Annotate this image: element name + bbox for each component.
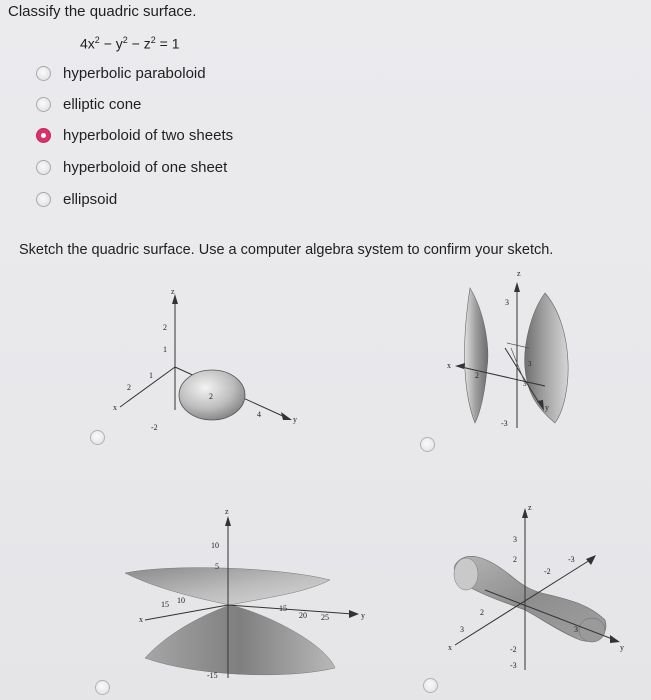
tick-label: -3 <box>501 419 508 428</box>
y-arrow-icon <box>610 635 620 643</box>
option-hyperboloid-two-sheets[interactable] <box>36 124 233 146</box>
tick-label: 10 <box>177 596 185 605</box>
eq-term-1: 4x <box>80 35 95 52</box>
eq-term-4: = 1 <box>155 35 180 52</box>
tick-label: 3 <box>505 298 509 307</box>
radio-hyperbolic-paraboloid[interactable] <box>36 66 51 81</box>
option-elliptic-cone[interactable] <box>36 93 141 115</box>
tick-label: -3 <box>510 661 517 670</box>
option-label: hyperbolic paraboloid <box>63 64 206 82</box>
graph-ellipsoid <box>105 282 315 442</box>
tick-label: -2 <box>544 567 551 576</box>
equation <box>80 35 180 52</box>
eq-exp-2: 2 <box>122 35 128 45</box>
tick-label: 15 <box>161 600 169 609</box>
eq-term-2: − y <box>99 35 123 52</box>
tick-label: 4 <box>257 410 261 419</box>
tick-label: 2 <box>513 555 517 564</box>
tick-label: 15 <box>279 604 287 613</box>
option-label: hyperboloid of one sheet <box>63 158 228 176</box>
radio-hyperboloid-two-sheets[interactable] <box>36 128 51 143</box>
y-axis-label: y <box>361 611 365 620</box>
x-arrow-icon <box>455 363 465 369</box>
right-opening <box>579 618 605 642</box>
tick-label: 5 <box>215 562 219 571</box>
tick-label: 2 <box>209 392 213 401</box>
option-hyperboloid-one-sheet[interactable] <box>36 156 227 178</box>
y-axis-label: y <box>620 643 624 652</box>
tick-label: 2 <box>480 608 484 617</box>
tick-label: 2 <box>163 323 167 332</box>
x-axis-label: x <box>113 403 117 412</box>
tick-label: 3 <box>523 380 527 388</box>
graph-one-sheet-radio[interactable] <box>423 678 438 693</box>
y-arrow-icon <box>349 610 359 618</box>
option-label: elliptic cone <box>63 95 142 113</box>
option-hyperbolic-paraboloid[interactable] <box>36 62 206 84</box>
radio-ellipsoid[interactable] <box>36 192 51 207</box>
tick-label: 2 <box>475 371 479 380</box>
z-axis-label: z <box>171 287 175 296</box>
eq-term-3: − z <box>127 35 151 52</box>
graph-one-sheet <box>440 500 630 680</box>
tick-label: 20 <box>299 611 307 620</box>
tick-label: 3 <box>460 625 464 634</box>
y-axis-label: y <box>293 415 297 424</box>
left-opening <box>454 558 478 590</box>
x-axis-label: x <box>447 361 451 370</box>
left-sheet-surface <box>465 288 488 423</box>
tick-label: -2 <box>510 645 517 654</box>
tick-label: 25 <box>321 613 329 622</box>
option-label: ellipsoid <box>63 190 118 208</box>
tick-label: 10 <box>211 541 219 550</box>
question-title: Classify the quadric surface. <box>8 3 197 20</box>
z-axis-label: z <box>528 503 532 512</box>
option-ellipsoid[interactable] <box>36 188 117 210</box>
tick-label: 3 <box>513 535 517 544</box>
graph-ellipsoid-radio[interactable] <box>90 430 105 445</box>
radio-hyperboloid-one-sheet[interactable] <box>36 160 51 175</box>
z-axis-label: z <box>225 507 229 516</box>
tick-label: -15 <box>207 671 218 680</box>
eq-exp-3: 2 <box>150 35 156 45</box>
z-arrow-icon <box>225 516 231 526</box>
graph-two-sheets <box>445 268 585 438</box>
graph-cone <box>115 508 375 693</box>
tick-label: 2 <box>127 383 131 392</box>
tick-label: -2 <box>151 423 158 432</box>
x-arrow-icon <box>586 555 596 565</box>
sketch-prompt: Sketch the quadric surface. Use a computer algebra system to confirm your sketch. <box>19 242 554 258</box>
graph-two-sheets-radio[interactable] <box>420 437 435 452</box>
option-label: hyperboloid of two sheets <box>63 126 234 144</box>
graph-cone-radio[interactable] <box>95 680 110 695</box>
eq-exp-1: 2 <box>94 35 100 45</box>
tick-label: 3 <box>528 360 532 368</box>
tick-label: 3 <box>574 625 578 634</box>
tick-label: -3 <box>568 555 575 564</box>
grid-line <box>511 348 525 383</box>
x-axis-label: x <box>448 643 452 652</box>
tick-label: 1 <box>163 345 167 354</box>
radio-elliptic-cone[interactable] <box>36 97 51 112</box>
y-arrow-icon <box>281 412 292 420</box>
tick-label: 1 <box>149 371 153 380</box>
x-axis-label: x <box>139 615 143 624</box>
z-axis-label: z <box>517 269 521 278</box>
z-arrow-icon <box>514 282 520 292</box>
y-axis-label: y <box>545 403 549 412</box>
